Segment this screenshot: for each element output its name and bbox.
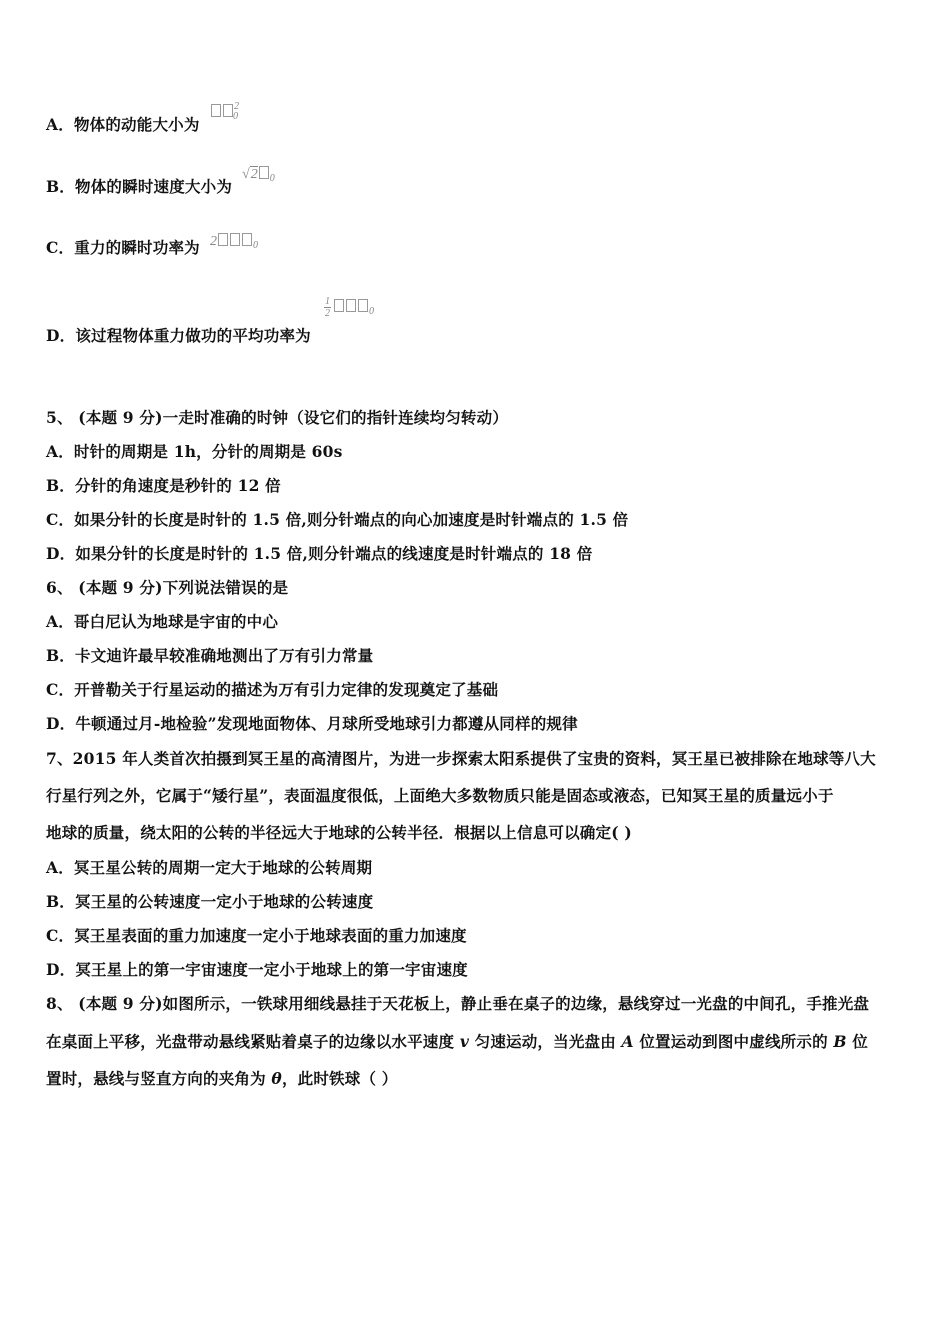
q5-option-d: D．如果分针的长度是时针的 1.5 倍,则分针端点的线速度是时针端点的 18 倍 bbox=[46, 544, 593, 563]
formula-velocity: √2 $_0$ bbox=[242, 167, 275, 184]
q5-option-c: C．如果分针的长度是时针的 1.5 倍,则分针端点的向心加速度是时针端点的 1.5 倍 bbox=[46, 510, 629, 529]
q6-option-d: D．牛顿通过月-地检验”发现地面物体、月球所受地球引力都遵从同样的规律 bbox=[46, 714, 578, 733]
formula-instant-power: 2 $_0$ bbox=[210, 234, 258, 251]
q6-stem: 6、 (本题 9 分)下列说法错误的是 bbox=[46, 578, 289, 597]
q4-option-d: D．该过程物体重力做功的平均功率为 bbox=[46, 326, 311, 345]
q8-stem-line-1: 8、 (本题 9 分)如图所示，一铁球用细线悬挂于天花板上，静止垂在桌子的边缘，悬线穿过一光盘的中间孔，手推光盘 bbox=[46, 994, 870, 1013]
q5-option-b: B．分针的角速度是秒针的 12 倍 bbox=[46, 476, 281, 495]
q7-option-c: C．冥王星表面的重力加速度一定小于地球表面的重力加速度 bbox=[46, 926, 467, 945]
formula-average-power: $\frac{1}{2}$ $_0$ bbox=[325, 296, 374, 319]
q5-option-a: A．时针的周期是 1h，分针的周期是 60s bbox=[46, 442, 343, 461]
q4-option-c: C．重力的瞬时功率为 bbox=[46, 238, 200, 257]
q6-option-b: B．卡文迪许最早较准确地测出了万有引力常量 bbox=[46, 646, 374, 665]
q7-option-d: D．冥王星上的第一宇宙速度一定小于地球上的第一宇宙速度 bbox=[46, 960, 468, 979]
q7-option-a: A．冥王星公转的周期一定大于地球的公转周期 bbox=[46, 858, 373, 877]
q6-option-a: A．哥白尼认为地球是宇宙的中心 bbox=[46, 612, 279, 631]
formula-kinetic-energy: $^2_0$ bbox=[210, 104, 238, 121]
q4-option-b: B．物体的瞬时速度大小为 bbox=[46, 177, 233, 196]
q4-option-a: A．物体的动能大小为 bbox=[46, 115, 200, 134]
q7-stem-line-3: 地球的质量，绕太阳的公转的半径远大于地球的公转半径．根据以上信息可以确定( ) bbox=[46, 823, 632, 842]
q7-option-b: B．冥王星的公转速度一定小于地球的公转速度 bbox=[46, 892, 374, 911]
q8-stem-line-3: 置时，悬线与竖直方向的夹角为 θ，此时铁球（ ） bbox=[46, 1069, 398, 1088]
q5-stem: 5、 (本题 9 分)一走时准确的时钟（设它们的指针连续均匀转动） bbox=[46, 408, 509, 427]
q8-stem-line-2: 在桌面上平移，光盘带动悬线紧贴着桌子的边缘以水平速度 v 匀速运动，当光盘由 A 位置运动到图中虚线所示的 B 位 bbox=[46, 1032, 868, 1051]
q6-option-c: C．开普勒关于行星运动的描述为万有引力定律的发现奠定了基础 bbox=[46, 680, 499, 699]
q7-stem-line-1: 7、2015 年人类首次拍摄到冥王星的高清图片，为进一步探索太阳系提供了宝贵的资料，冥王星已被排除在地球等八大 bbox=[46, 749, 876, 768]
q7-stem-line-2: 行星行列之外，它属于“矮行星”，表面温度很低，上面绝大多数物质只能是固态或液态，已知冥王星的质量远小于 bbox=[46, 786, 834, 805]
